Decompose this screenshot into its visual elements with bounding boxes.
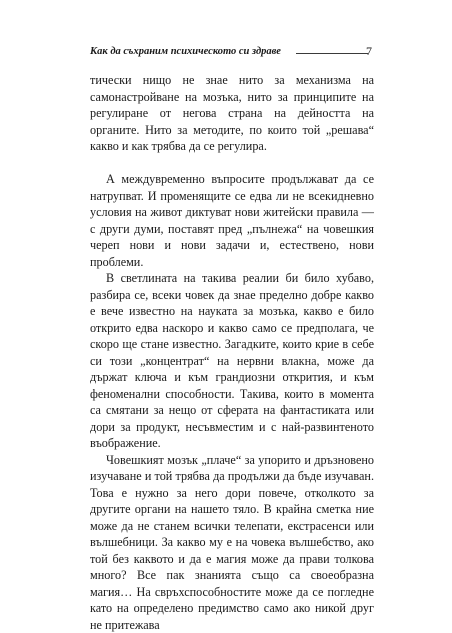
body-text <box>90 72 374 633</box>
page-number: 7 <box>366 43 372 59</box>
paragraph: Човешкият мозък „плаче“ за упорито и дръзновено изучаване и той трябва да продължи да бъде изучаван. Това е нужно за него дори повече, отколкото за другите органи на нашето тяло. В крайна сметка ние може да не станем всички телепати, екстрасенси или вълшебници. За какво му е на човека вълшебство, ако той без каквото и да е магия може да прави толкова много? Все пак знанията също са своеобразна магия… На свръхспособностите може да се погледне като на определено предимство само ако никой друг не притежава <box>90 452 374 633</box>
header-rule <box>296 53 368 54</box>
paragraph-continued: тически нищо не знае нито за механизма на самонастройване на мозъка, нито за принципите на регулиране от негова страна на дейността на органите. Нито за методите, по които той „решава“ какво и как трябва да се регулира. <box>90 72 374 155</box>
running-title: Как да съхраним психическото си здраве <box>90 44 281 60</box>
paragraph: А междувременно въпросите продължават да се натрупват. И променящите се едва ли не всекидневно условия на живот диктуват нови житейски правила — с други думи, поставят пред „пълнежа“ на човешкия череп нови и нови задачи и, естествено, нови проблеми. <box>90 171 374 270</box>
paragraph: В светлината на такива реалии би било хубаво, разбира се, всеки човек да знае пределно добре какво е вече известно на науката за мозъка, какво е било открито едва наскоро и какво само се предполага, че скоро ще стане известно. Загадките, които крие в себе си този „концентрат“ на нервни влакна, може да държат ключа и към грандиозни открития, и към феноменални способности. Такива, които в момента са смятани за нещо от сферата на фантастиката или дори за продукт, несъвместим и с най-развинтеното въображение. <box>90 270 374 452</box>
running-head <box>90 44 382 60</box>
